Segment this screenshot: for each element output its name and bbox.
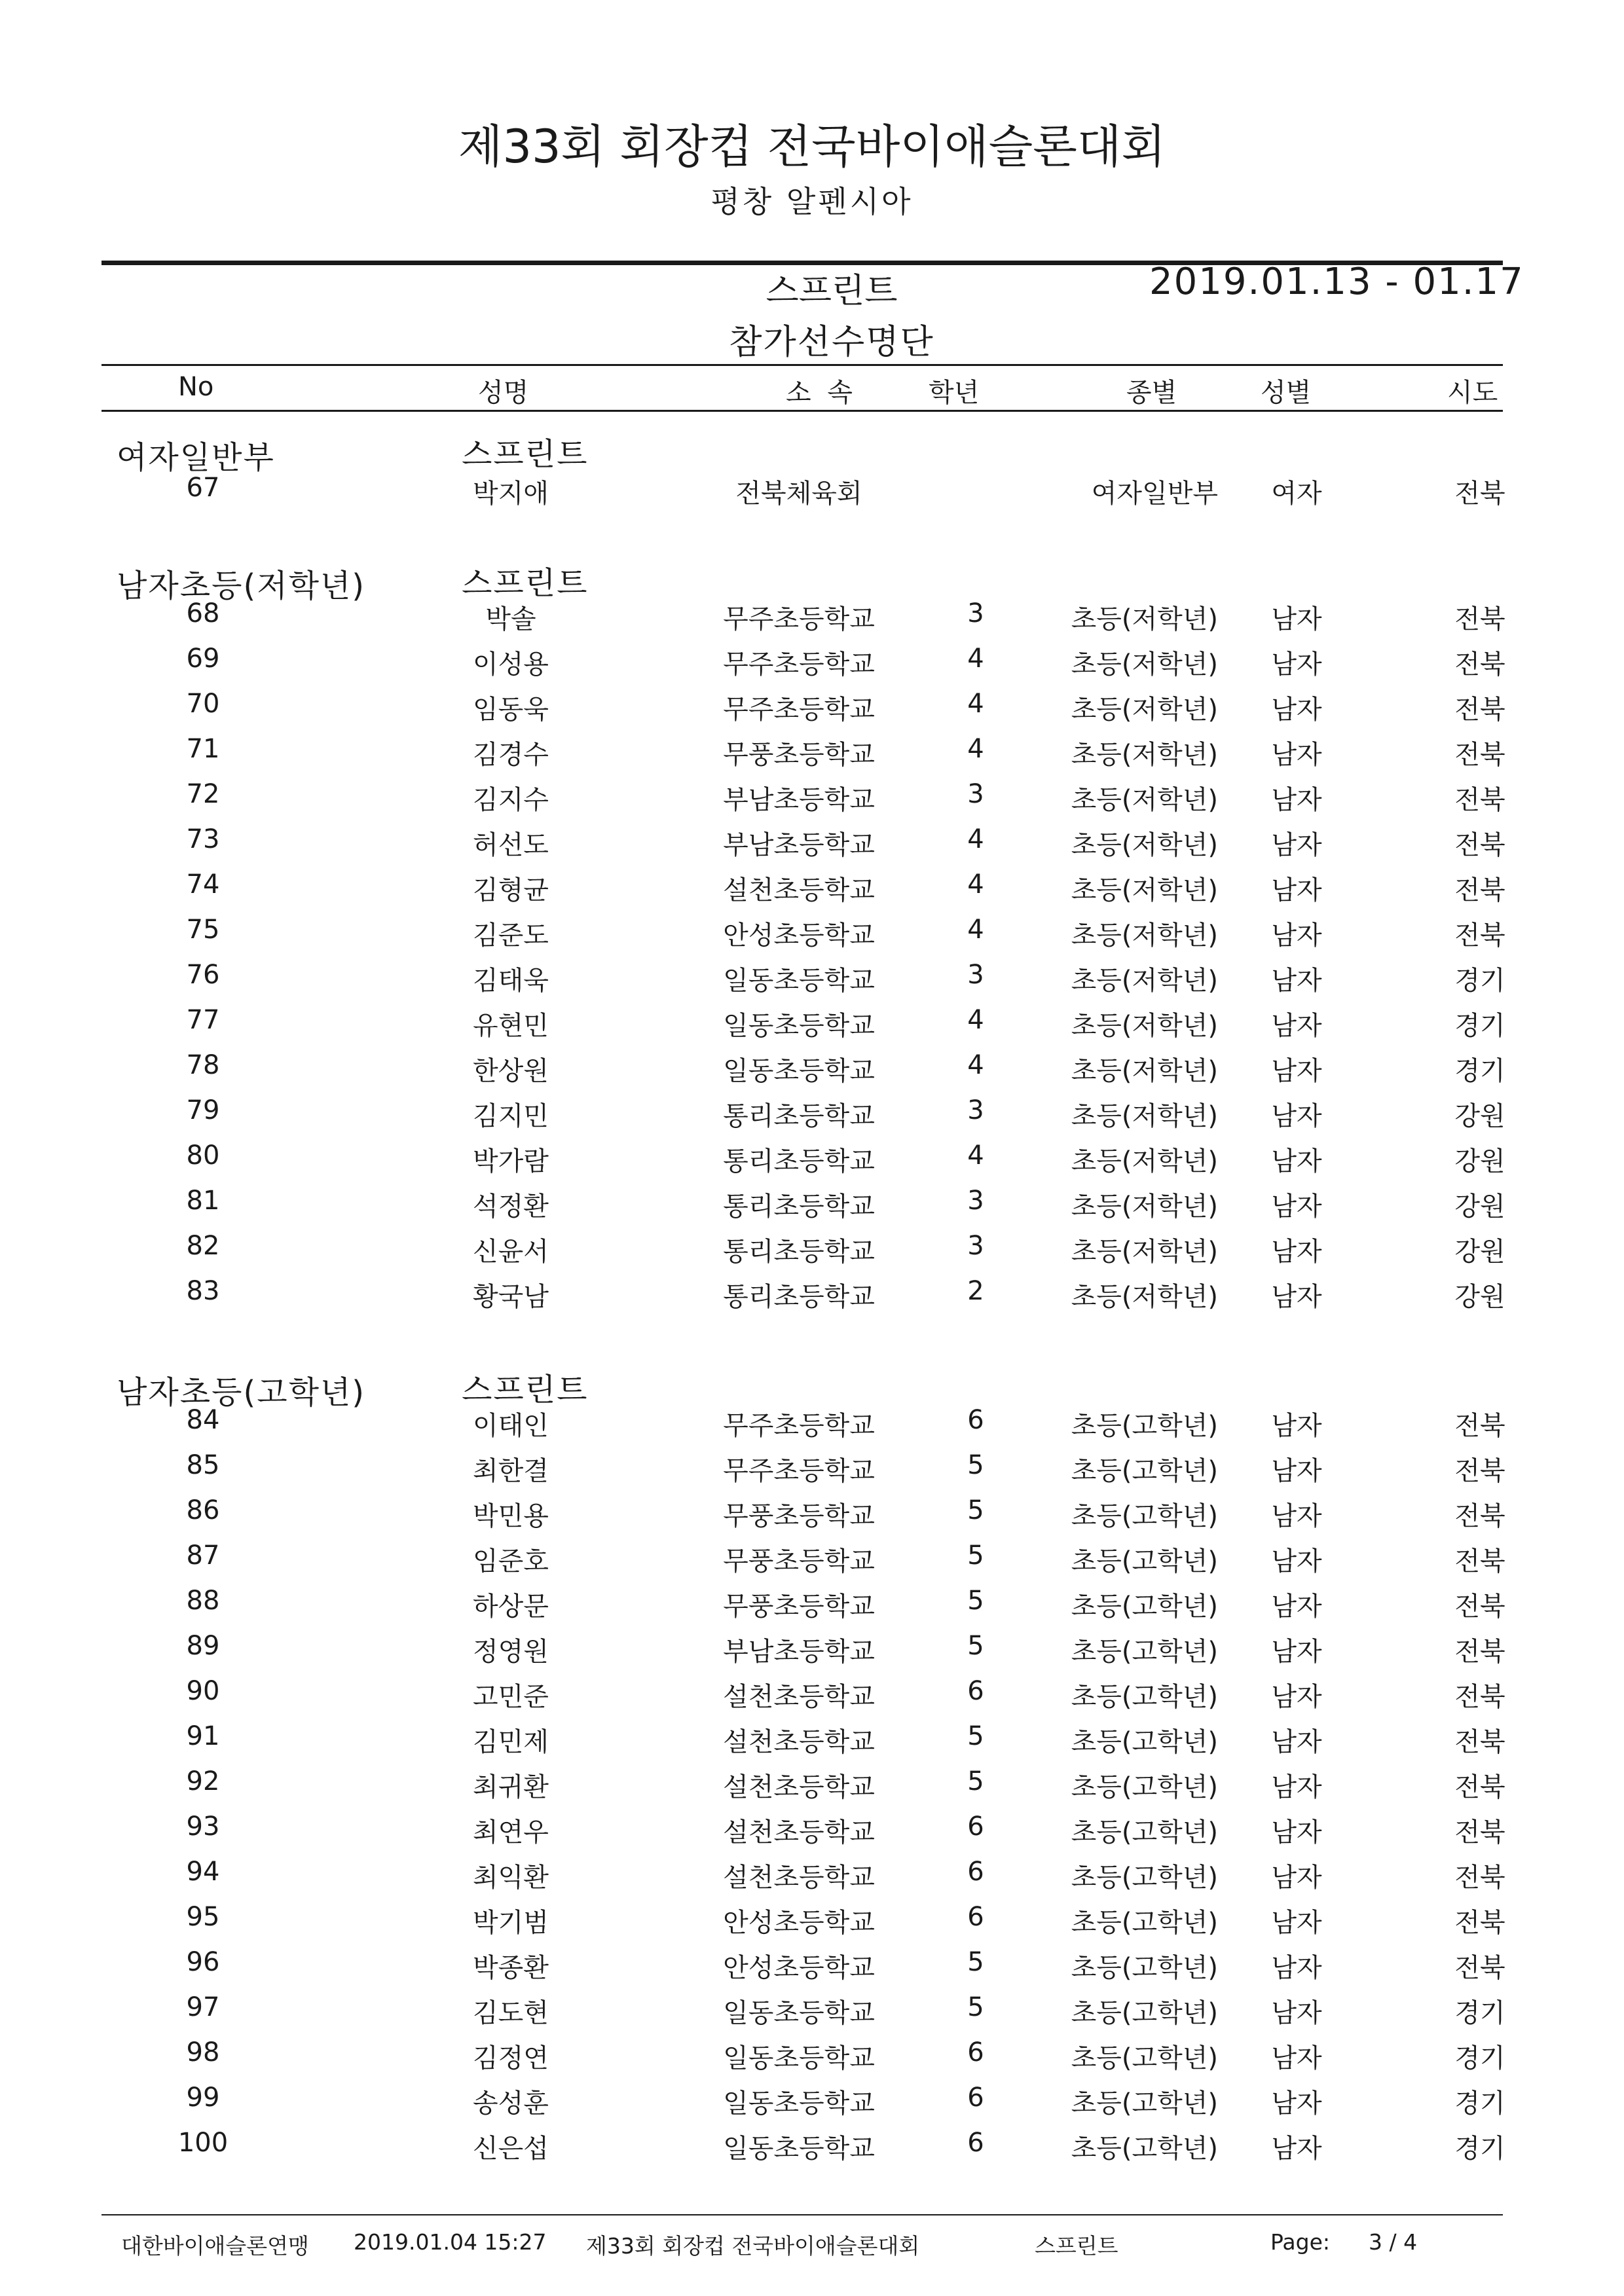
- player-province: 강원: [1454, 1192, 1505, 1222]
- table-row: [0, 960, 1624, 1004]
- player-team: 일동초등학교: [723, 2088, 875, 2119]
- player-name: 김경수: [473, 740, 549, 770]
- player-division: 초등(저학년): [1071, 875, 1218, 905]
- player-sex: 남자: [1271, 1682, 1322, 1712]
- player-number: 75: [186, 915, 220, 945]
- player-team: 부남초등학교: [723, 830, 875, 860]
- player-team: 일동초등학교: [723, 2134, 875, 2164]
- player-province: 경기: [1454, 1056, 1505, 1086]
- player-division: 초등(고학년): [1071, 1817, 1218, 1848]
- footer-event: 스프린트: [1035, 2233, 1118, 2259]
- player-province: 전북: [1454, 1592, 1505, 1622]
- player-grade: 4: [967, 734, 984, 764]
- player-name: 석정환: [473, 1192, 549, 1222]
- player-grade: 5: [967, 1540, 984, 1571]
- table-row: [0, 2128, 1624, 2172]
- section-category: 남자초등(저학년): [117, 568, 366, 604]
- player-name: 최한결: [473, 1456, 549, 1486]
- section-event: 스프린트: [462, 1372, 589, 1408]
- player-number: 87: [186, 1540, 220, 1571]
- player-number: 96: [186, 1947, 220, 1977]
- player-grade: 6: [967, 1676, 984, 1706]
- player-number: 91: [186, 1721, 220, 1751]
- player-team: 일동초등학교: [723, 966, 875, 996]
- player-province: 전북: [1454, 875, 1505, 905]
- player-province: 강원: [1454, 1146, 1505, 1176]
- header-rule-bottom: [101, 410, 1503, 412]
- player-sex: 남자: [1271, 1192, 1322, 1222]
- player-sex: 남자: [1271, 875, 1322, 905]
- table-row: [0, 1186, 1624, 1230]
- player-team: 통리초등학교: [723, 1282, 875, 1312]
- player-division: 초등(고학년): [1071, 2088, 1218, 2119]
- player-number: 67: [186, 473, 220, 503]
- player-province: 전북: [1454, 1863, 1505, 1893]
- player-team: 무풍초등학교: [723, 1546, 875, 1576]
- player-province: 전북: [1454, 1546, 1505, 1576]
- player-grade: 6: [967, 2083, 984, 2113]
- player-number: 92: [186, 1766, 220, 1796]
- player-division: 초등(저학년): [1071, 1237, 1218, 1267]
- player-name: 이태인: [473, 1411, 549, 1441]
- player-sex: 남자: [1271, 2134, 1322, 2164]
- player-sex: 남자: [1271, 1282, 1322, 1312]
- player-name: 유현민: [473, 1011, 549, 1041]
- player-number: 84: [186, 1405, 220, 1435]
- player-province: 전북: [1454, 1456, 1505, 1486]
- player-sex: 여자: [1271, 479, 1322, 509]
- player-sex: 남자: [1271, 2088, 1322, 2119]
- column-header-city: 시도: [1447, 378, 1498, 408]
- table-row: [0, 734, 1624, 778]
- player-name: 김정연: [473, 2043, 549, 2073]
- player-province: 전북: [1454, 1501, 1505, 1531]
- player-province: 전북: [1454, 1637, 1505, 1667]
- table-row: [0, 598, 1624, 643]
- player-grade: 5: [967, 1947, 984, 1977]
- player-sex: 남자: [1271, 1863, 1322, 1893]
- player-division: 초등(고학년): [1071, 1998, 1218, 2028]
- player-division: 초등(저학년): [1071, 1192, 1218, 1222]
- player-grade: 4: [967, 1140, 984, 1171]
- player-sex: 남자: [1271, 740, 1322, 770]
- player-name: 김민제: [473, 1727, 549, 1757]
- player-division: 여자일반부: [1091, 479, 1218, 509]
- player-name: 박솔: [485, 604, 536, 634]
- player-grade: 3: [967, 598, 984, 629]
- player-number: 77: [186, 1005, 220, 1035]
- section-event: 스프린트: [462, 436, 589, 473]
- player-name: 박기범: [473, 1908, 549, 1938]
- player-province: 전북: [1454, 1772, 1505, 1802]
- table-row: [0, 1631, 1624, 1675]
- player-sex: 남자: [1271, 1056, 1322, 1086]
- player-province: 경기: [1454, 1011, 1505, 1041]
- player-division: 초등(고학년): [1071, 2043, 1218, 2073]
- player-grade: 5: [967, 1766, 984, 1796]
- player-number: 70: [186, 689, 220, 719]
- player-number: 74: [186, 869, 220, 900]
- player-province: 전북: [1454, 604, 1505, 634]
- player-number: 88: [186, 1586, 220, 1616]
- player-sex: 남자: [1271, 649, 1322, 680]
- player-number: 79: [186, 1095, 220, 1125]
- footer-organization: 대한바이애슬론연맹: [121, 2233, 309, 2259]
- player-division: 초등(저학년): [1071, 920, 1218, 951]
- player-team: 부남초등학교: [723, 1637, 875, 1667]
- player-team: 무주초등학교: [723, 1456, 875, 1486]
- player-province: 강원: [1454, 1237, 1505, 1267]
- player-number: 95: [186, 1902, 220, 1932]
- player-sex: 남자: [1271, 1456, 1322, 1486]
- player-number: 82: [186, 1231, 220, 1261]
- player-name: 김형균: [473, 875, 549, 905]
- player-name: 황국남: [473, 1282, 549, 1312]
- player-team: 일동초등학교: [723, 1056, 875, 1086]
- footer-page-label: Page:: [1270, 2229, 1331, 2255]
- header-rule-top: [101, 364, 1503, 366]
- player-province: 전북: [1454, 740, 1505, 770]
- table-row: [0, 473, 1624, 517]
- player-team: 일동초등학교: [723, 1998, 875, 2028]
- player-number: 78: [186, 1050, 220, 1080]
- player-division: 초등(고학년): [1071, 1592, 1218, 1622]
- player-division: 초등(고학년): [1071, 1727, 1218, 1757]
- player-division: 초등(고학년): [1071, 1546, 1218, 1576]
- player-division: 초등(고학년): [1071, 1863, 1218, 1893]
- player-division: 초등(고학년): [1071, 1772, 1218, 1802]
- player-number: 100: [177, 2128, 229, 2158]
- table-row: [0, 1812, 1624, 1856]
- player-division: 초등(고학년): [1071, 1456, 1218, 1486]
- player-number: 86: [186, 1495, 220, 1525]
- player-name: 김지수: [473, 785, 549, 815]
- player-sex: 남자: [1271, 604, 1322, 634]
- player-province: 경기: [1454, 1998, 1505, 2028]
- player-number: 81: [186, 1186, 220, 1216]
- player-number: 90: [186, 1676, 220, 1706]
- table-row: [0, 1947, 1624, 1992]
- player-number: 76: [186, 960, 220, 990]
- player-sex: 남자: [1271, 1908, 1322, 1938]
- player-team: 무풍초등학교: [723, 1592, 875, 1622]
- player-province: 경기: [1454, 2134, 1505, 2164]
- section-event: 스프린트: [462, 565, 589, 602]
- player-number: 68: [186, 598, 220, 629]
- player-team: 무주초등학교: [723, 695, 875, 725]
- player-province: 전북: [1454, 1908, 1505, 1938]
- table-row: [0, 1766, 1624, 1811]
- player-province: 경기: [1454, 2043, 1505, 2073]
- player-sex: 남자: [1271, 830, 1322, 860]
- player-grade: 6: [967, 1812, 984, 1842]
- player-number: 89: [186, 1631, 220, 1661]
- player-team: 설천초등학교: [723, 875, 875, 905]
- player-sex: 남자: [1271, 1592, 1322, 1622]
- player-grade: 4: [967, 915, 984, 945]
- table-row: [0, 1005, 1624, 1049]
- player-sex: 남자: [1271, 1772, 1322, 1802]
- player-name: 최익환: [473, 1863, 549, 1893]
- player-name: 송성훈: [473, 2088, 549, 2119]
- table-row: [0, 1902, 1624, 1946]
- player-grade: 4: [967, 824, 984, 854]
- player-team: 설천초등학교: [723, 1817, 875, 1848]
- player-grade: 4: [967, 644, 984, 674]
- player-name: 박지애: [473, 479, 549, 509]
- footer-competition: 제33회 회장컵 전국바이애슬론대회: [586, 2233, 920, 2259]
- player-team: 무풍초등학교: [723, 740, 875, 770]
- player-name: 김도현: [473, 1998, 549, 2028]
- player-grade: 6: [967, 1405, 984, 1435]
- table-row: [0, 1540, 1624, 1585]
- player-name: 박종환: [473, 1953, 549, 1983]
- column-header-name: 성명: [478, 378, 529, 408]
- player-province: 전북: [1454, 1817, 1505, 1848]
- player-province: 전북: [1454, 649, 1505, 680]
- table-row: [0, 1405, 1624, 1449]
- player-team: 설천초등학교: [723, 1727, 875, 1757]
- player-division: 초등(고학년): [1071, 1908, 1218, 1938]
- player-province: 전북: [1454, 785, 1505, 815]
- event-dates: 2019.01.13 - 01.17: [1149, 261, 1524, 303]
- player-team: 안성초등학교: [723, 1953, 875, 1983]
- footer-rule: [101, 2214, 1503, 2215]
- player-province: 전북: [1454, 920, 1505, 951]
- player-team: 무풍초등학교: [723, 1501, 875, 1531]
- player-province: 전북: [1454, 1682, 1505, 1712]
- player-sex: 남자: [1271, 695, 1322, 725]
- table-row: [0, 1450, 1624, 1495]
- player-grade: 3: [967, 1231, 984, 1261]
- table-row: [0, 1721, 1624, 1766]
- player-grade: 6: [967, 2128, 984, 2158]
- player-sex: 남자: [1271, 1237, 1322, 1267]
- table-row: [0, 1231, 1624, 1275]
- player-division: 초등(저학년): [1071, 1282, 1218, 1312]
- player-division: 초등(저학년): [1071, 1146, 1218, 1176]
- player-team: 설천초등학교: [723, 1863, 875, 1893]
- player-division: 초등(저학년): [1071, 830, 1218, 860]
- player-sex: 남자: [1271, 1998, 1322, 2028]
- column-header-division: 종별: [1126, 378, 1177, 408]
- player-grade: 3: [967, 779, 984, 809]
- player-number: 93: [186, 1812, 220, 1842]
- player-grade: 4: [967, 1050, 984, 1080]
- table-row: [0, 689, 1624, 733]
- player-division: 초등(고학년): [1071, 1682, 1218, 1712]
- table-row: [0, 1857, 1624, 1901]
- event-name: 스프린트: [766, 272, 898, 311]
- player-sex: 남자: [1271, 785, 1322, 815]
- player-sex: 남자: [1271, 1817, 1322, 1848]
- player-team: 안성초등학교: [723, 920, 875, 951]
- player-grade: 6: [967, 1857, 984, 1887]
- player-division: 초등(고학년): [1071, 2134, 1218, 2164]
- player-team: 일동초등학교: [723, 1011, 875, 1041]
- table-row: [0, 2083, 1624, 2127]
- player-name: 한상원: [473, 1056, 549, 1086]
- player-number: 99: [186, 2083, 220, 2113]
- player-grade: 6: [967, 1902, 984, 1932]
- player-sex: 남자: [1271, 966, 1322, 996]
- player-grade: 5: [967, 1586, 984, 1616]
- player-grade: 3: [967, 1095, 984, 1125]
- player-division: 초등(고학년): [1071, 1953, 1218, 1983]
- player-team: 안성초등학교: [723, 1908, 875, 1938]
- player-grade: 5: [967, 1721, 984, 1751]
- table-row: [0, 1276, 1624, 1321]
- player-team: 설천초등학교: [723, 1682, 875, 1712]
- table-row: [0, 1495, 1624, 1540]
- player-division: 초등(저학년): [1071, 649, 1218, 680]
- player-province: 경기: [1454, 966, 1505, 996]
- player-team: 전북체육회: [735, 479, 862, 509]
- player-division: 초등(저학년): [1071, 966, 1218, 996]
- player-province: 강원: [1454, 1282, 1505, 1312]
- player-name: 하상문: [473, 1592, 549, 1622]
- player-grade: 5: [967, 1992, 984, 2022]
- section-category: 여자일반부: [117, 439, 275, 476]
- player-number: 80: [186, 1140, 220, 1171]
- player-team: 통리초등학교: [723, 1146, 875, 1176]
- player-division: 초등(저학년): [1071, 604, 1218, 634]
- player-number: 97: [186, 1992, 220, 2022]
- column-header-team: 소 속: [786, 378, 857, 408]
- table-row: [0, 644, 1624, 688]
- player-division: 초등(저학년): [1071, 1101, 1218, 1131]
- player-name: 임동욱: [473, 695, 549, 725]
- player-division: 초등(저학년): [1071, 740, 1218, 770]
- player-number: 94: [186, 1857, 220, 1887]
- column-header-grade: 학년: [929, 378, 980, 408]
- table-row: [0, 779, 1624, 824]
- player-grade: 5: [967, 1450, 984, 1480]
- player-name: 김준도: [473, 920, 549, 951]
- table-row: [0, 824, 1624, 869]
- table-row: [0, 869, 1624, 914]
- player-number: 71: [186, 734, 220, 764]
- player-province: 전북: [1454, 1411, 1505, 1441]
- player-grade: 5: [967, 1631, 984, 1661]
- player-grade: 5: [967, 1495, 984, 1525]
- player-sex: 남자: [1271, 2043, 1322, 2073]
- player-team: 부남초등학교: [723, 785, 875, 815]
- player-sex: 남자: [1271, 1101, 1322, 1131]
- player-team: 일동초등학교: [723, 2043, 875, 2073]
- player-name: 정영원: [473, 1637, 549, 1667]
- table-row: [0, 1095, 1624, 1140]
- player-number: 69: [186, 644, 220, 674]
- footer-printed-date: 2019.01.04 15:27: [354, 2229, 547, 2255]
- player-sex: 남자: [1271, 1501, 1322, 1531]
- player-sex: 남자: [1271, 1637, 1322, 1667]
- player-number: 72: [186, 779, 220, 809]
- player-grade: 6: [967, 2037, 984, 2068]
- player-sex: 남자: [1271, 1953, 1322, 1983]
- player-number: 73: [186, 824, 220, 854]
- player-division: 초등(고학년): [1071, 1637, 1218, 1667]
- table-row: [0, 1586, 1624, 1630]
- player-name: 김지민: [473, 1101, 549, 1131]
- player-province: 전북: [1454, 830, 1505, 860]
- player-name: 최연우: [473, 1817, 549, 1848]
- column-header-no: No: [178, 372, 214, 402]
- player-sex: 남자: [1271, 1546, 1322, 1576]
- player-team: 무주초등학교: [723, 604, 875, 634]
- player-team: 설천초등학교: [723, 1772, 875, 1802]
- player-name: 신윤서: [473, 1237, 549, 1267]
- player-number: 83: [186, 1276, 220, 1306]
- player-name: 박민용: [473, 1501, 549, 1531]
- player-name: 박가람: [473, 1146, 549, 1176]
- player-division: 초등(저학년): [1071, 1056, 1218, 1086]
- player-name: 신은섭: [473, 2134, 549, 2164]
- player-division: 초등(저학년): [1071, 695, 1218, 725]
- table-row: [0, 1992, 1624, 2037]
- player-name: 임준호: [473, 1546, 549, 1576]
- player-division: 초등(저학년): [1071, 1011, 1218, 1041]
- table-row: [0, 1140, 1624, 1185]
- player-grade: 2: [967, 1276, 984, 1306]
- player-team: 통리초등학교: [723, 1237, 875, 1267]
- player-name: 허선도: [473, 830, 549, 860]
- player-team: 무주초등학교: [723, 649, 875, 680]
- table-row: [0, 915, 1624, 959]
- player-number: 85: [186, 1450, 220, 1480]
- player-name: 김태욱: [473, 966, 549, 996]
- column-header-sex: 성별: [1261, 378, 1312, 408]
- player-province: 강원: [1454, 1101, 1505, 1131]
- roster-title: 참가선수명단: [729, 323, 934, 362]
- player-province: 경기: [1454, 2088, 1505, 2119]
- player-province: 전북: [1454, 1727, 1505, 1757]
- player-sex: 남자: [1271, 1011, 1322, 1041]
- player-province: 전북: [1454, 479, 1505, 509]
- player-province: 전북: [1454, 695, 1505, 725]
- player-sex: 남자: [1271, 920, 1322, 951]
- player-province: 전북: [1454, 1953, 1505, 1983]
- player-name: 이성용: [473, 649, 549, 680]
- player-number: 98: [186, 2037, 220, 2068]
- player-team: 무주초등학교: [723, 1411, 875, 1441]
- player-grade: 3: [967, 1186, 984, 1216]
- player-name: 최귀환: [473, 1772, 549, 1802]
- player-team: 통리초등학교: [723, 1192, 875, 1222]
- venue: 평창 알펜시아: [710, 184, 913, 219]
- player-division: 초등(고학년): [1071, 1501, 1218, 1531]
- player-sex: 남자: [1271, 1146, 1322, 1176]
- player-name: 고민준: [473, 1682, 549, 1712]
- player-sex: 남자: [1271, 1727, 1322, 1757]
- player-grade: 3: [967, 960, 984, 990]
- table-row: [0, 1050, 1624, 1095]
- player-grade: 4: [967, 869, 984, 900]
- player-grade: 4: [967, 1005, 984, 1035]
- player-team: 통리초등학교: [723, 1101, 875, 1131]
- player-grade: 4: [967, 689, 984, 719]
- player-division: 초등(저학년): [1071, 785, 1218, 815]
- player-division: 초등(고학년): [1071, 1411, 1218, 1441]
- table-row: [0, 2037, 1624, 2082]
- footer-page-number: 3 / 4: [1369, 2229, 1418, 2255]
- document-title: 제33회 회장컵 전국바이애슬론대회: [458, 120, 1166, 173]
- player-sex: 남자: [1271, 1411, 1322, 1441]
- table-row: [0, 1676, 1624, 1721]
- section-category: 남자초등(고학년): [117, 1374, 366, 1411]
